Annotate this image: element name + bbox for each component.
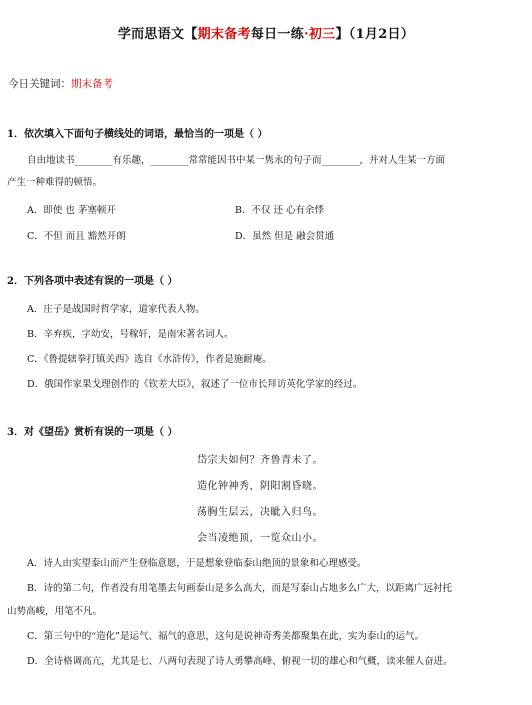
question-1-text-line-1: 自由地读书________有乐趣，________常常能因书中某一隽永的句子而________，并对人生某一方面 xyxy=(27,155,446,166)
question-2-option-a: A．庄子是战国时哲学家，道家代表人物。 xyxy=(27,304,205,315)
question-3-option-d: D．全诗格调高亢，尤其是七、八两句表现了诗人勇攀高峰、俯视一切的雄心和气概，读来催人奋进。 xyxy=(27,656,453,667)
title-suffix: 】（1月2日） xyxy=(335,27,415,42)
poem-line-4: 会当凌绝顶，一览众山小。 xyxy=(197,533,323,544)
question-1-option-b: B．不仅 还 心有余悸 xyxy=(235,205,325,216)
question-3-title: 3．对《望岳》赏析有误的一项是（ ） xyxy=(7,427,178,438)
title-highlight: 期末备考 xyxy=(197,27,251,42)
keywords-line xyxy=(8,76,113,91)
question-1-option-a: A．即使 也 茅塞顿开 xyxy=(27,205,116,216)
question-2-option-d: D．俄国作家果戈理创作的《钦差大臣》，叙述了一位市长拜访英化学家的经过。 xyxy=(27,379,363,390)
title-grade: 初三 xyxy=(308,27,336,42)
question-1-title: 1．依次填入下面句子横线处的词语，最恰当的一项是（ ） xyxy=(7,129,268,140)
page-title xyxy=(0,23,532,42)
question-2-title: 2．下列各项中表述有误的一项是（ ） xyxy=(7,276,178,287)
title-middle: 每日一练 xyxy=(250,27,305,42)
question-3-option-b-line-1: B．诗的第二句，作者没有用笔墨去句画泰山是多么高大，而是写泰山占地多么广大，以距离广远衬托 xyxy=(27,583,452,594)
poem-line-3: 荡胸生层云，决眦入归鸟。 xyxy=(197,507,323,518)
question-2-option-c: C．《鲁提辖拳打镇关西》选自《水浒传》，作者是施耐庵。 xyxy=(27,354,272,365)
question-1-option-c: C．不但 而且 豁然开朗 xyxy=(27,231,126,242)
poem-line-2: 造化钟神秀，阴阳割昏晓。 xyxy=(197,481,323,492)
question-1-option-d: D．虽然 但是 融会贯通 xyxy=(235,231,335,242)
title-prefix: 学而思语文【 xyxy=(117,27,198,42)
keywords-value: 期末备考 xyxy=(71,78,113,90)
question-3-option-c: C．第三句中的“造化”是运气、福气的意思，这句是说神奇秀美都聚集在此，实为泰山的运气。 xyxy=(27,631,424,642)
poem-line-1: 岱宗夫如何？齐鲁青未了。 xyxy=(197,455,323,466)
keywords-label: 今日关键词： xyxy=(8,78,71,90)
question-1-text-line-2: 产生一种难得的顿悟。 xyxy=(7,177,103,188)
question-2-option-b: B．辛弃疾，字幼安，号稼轩，是南宋著名词人。 xyxy=(27,329,234,340)
question-3-option-b-line-2: 山势高峻，用笔不凡。 xyxy=(7,606,103,617)
title-bullet: · xyxy=(304,27,309,42)
question-3-option-a: A．诗人由实望泰山而产生登临意愿，于是想象登临泰山绝顶的景象和心理感受。 xyxy=(27,558,367,569)
